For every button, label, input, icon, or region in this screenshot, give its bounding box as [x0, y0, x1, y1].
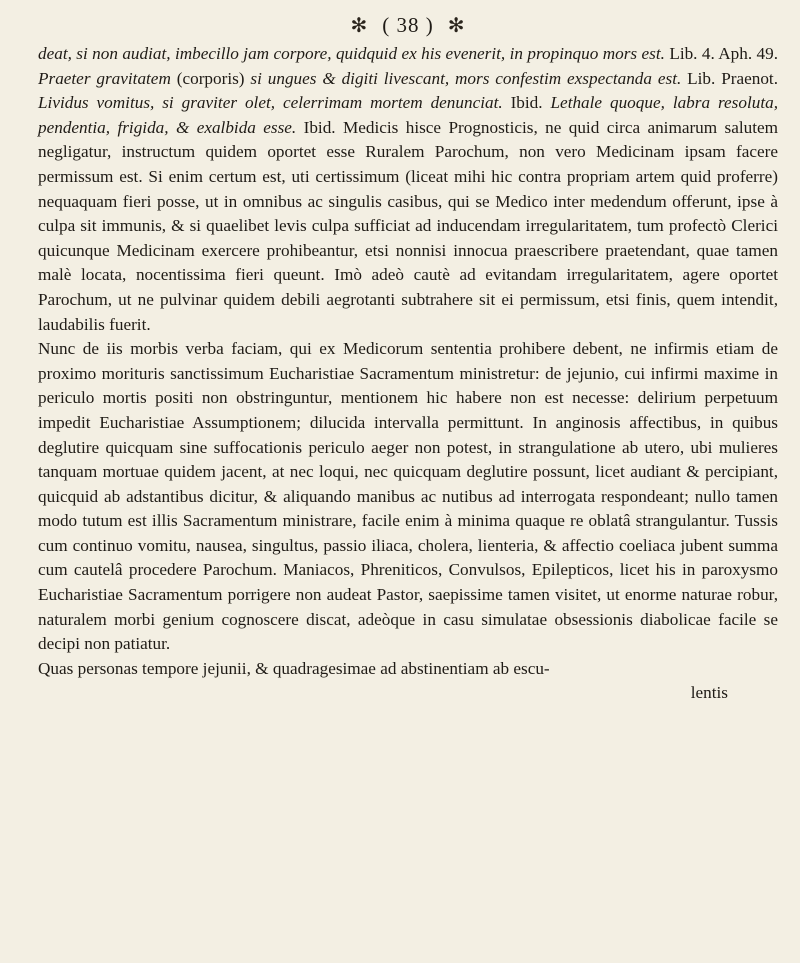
body-text — [38, 42, 778, 681]
text-segment: Lib. Praenot. — [681, 68, 778, 88]
page-header — [38, 8, 778, 42]
left-ornament-icon: ✻ — [350, 14, 369, 37]
italic-text: Praeter gravitatem — [38, 68, 171, 88]
paragraph — [38, 657, 778, 682]
italic-text: si ungues & digiti livescant, mors confestim exspectanda est. — [250, 68, 682, 88]
paragraph — [38, 42, 778, 337]
right-ornament-icon: ✻ — [447, 14, 466, 37]
italic-text: deat, si non audiat, imbecillo jam corpore, quidquid ex his evenerit, in propinquo mors est. — [38, 44, 665, 63]
italic-text: Lethale quoque, labra resoluta, pendentia, frigida, & exalbida esse. — [38, 93, 778, 137]
text-segment: Ibid. Medicis hisce Prognosticis, ne quid circa animarum salutem negligatur, instructum quidem oportet esse Ruralem Parochum, non vero Medicinam ipsam facere permissum est. Si enim certum est, uti certissimum (liceat mihi hic contra propriam artem quid proferre) nequaquam fieri posse, ut in omnibus ac singulis casibus, qui se Medico inter medendum offerunt, ipse à culpa sit immunis, & si quaelibet levis culpa sufficiat ad inducendam irregularitatem, tum profectò Clerici quicunque Medicinam exercere prohibeantur, etsi nonnisi innocua praescribere praetendant, quae tamen malè locata, nocentissima fieri queunt. Imò adeò cautè ad evitandam irregularitatem, agere oportet Parochum, ut ne pulvinar quidem debili aegrotanti subtrahere sit ei permissum, etsi finis, quem intendit, laudabilis fuerit. — [38, 117, 778, 334]
paragraph — [38, 337, 778, 657]
text-segment: Ibid. — [502, 93, 551, 113]
text-segment: Lib. 4. Aph. 49. — [664, 44, 778, 63]
catchword: lentis — [690, 683, 728, 703]
text-segment: Quas personas tempore jejunii, & quadragesimae ad abstinentiam ab escu- — [38, 658, 550, 678]
text-segment: (corporis) — [170, 68, 251, 88]
italic-text: Lividus vomitus, si graviter olet, celerrimam mortem denunciat. — [38, 93, 503, 113]
page-number: ( 38 ) — [382, 12, 434, 37]
text-segment: Nunc de iis morbis verba faciam, qui ex Medicorum sententia prohibere debent, ne infirmis etiam de proximo morituris sanctissimum Eucharistiae Sacramentum ministretur: de jejunio, cui infirmi maxime in periculo mortis positi non obstringuntur, mentionem hic habere non est necesse: delirium perpetuum impedit Eucharistiae Assumptionem; dilucida intervalla permittunt. In anginosis affectibus, in quibus deglutire quicquam sine suffocationis periculo aeger non potest, in strangulatione ab utero, ubi mulieres tanquam mortuae quidem jacent, at nec loqui, nec quicquam deglutire possunt, licet audiant & percipiant, quicquid ab adstantibus dicitur, & aliquando manibus ac nutibus ad interrogata respondeant; nullo tamen modo tutum est illis Sacramentum ministrare, facile enim à minima quaque re oblatâ strangulantur. Tussis cum continuo vomitu, nausea, singultus, passio iliaca, cholera, lienteria, & affectio coeliaca jubent summa cum cautelâ procedere Parochum. Maniacos, Phreniticos, Convulsos, Epilepticos, licet his in paroxysmo Eucharistiae Sacramentum porrigere non audeat Pastor, saepissime tamen visitet, ut enorme naturae robur, naturalem morbi genium cognoscere discat, adeòque in casu simulatae obsessionis diabolicae facile se decipi non patiatur. — [38, 339, 778, 654]
